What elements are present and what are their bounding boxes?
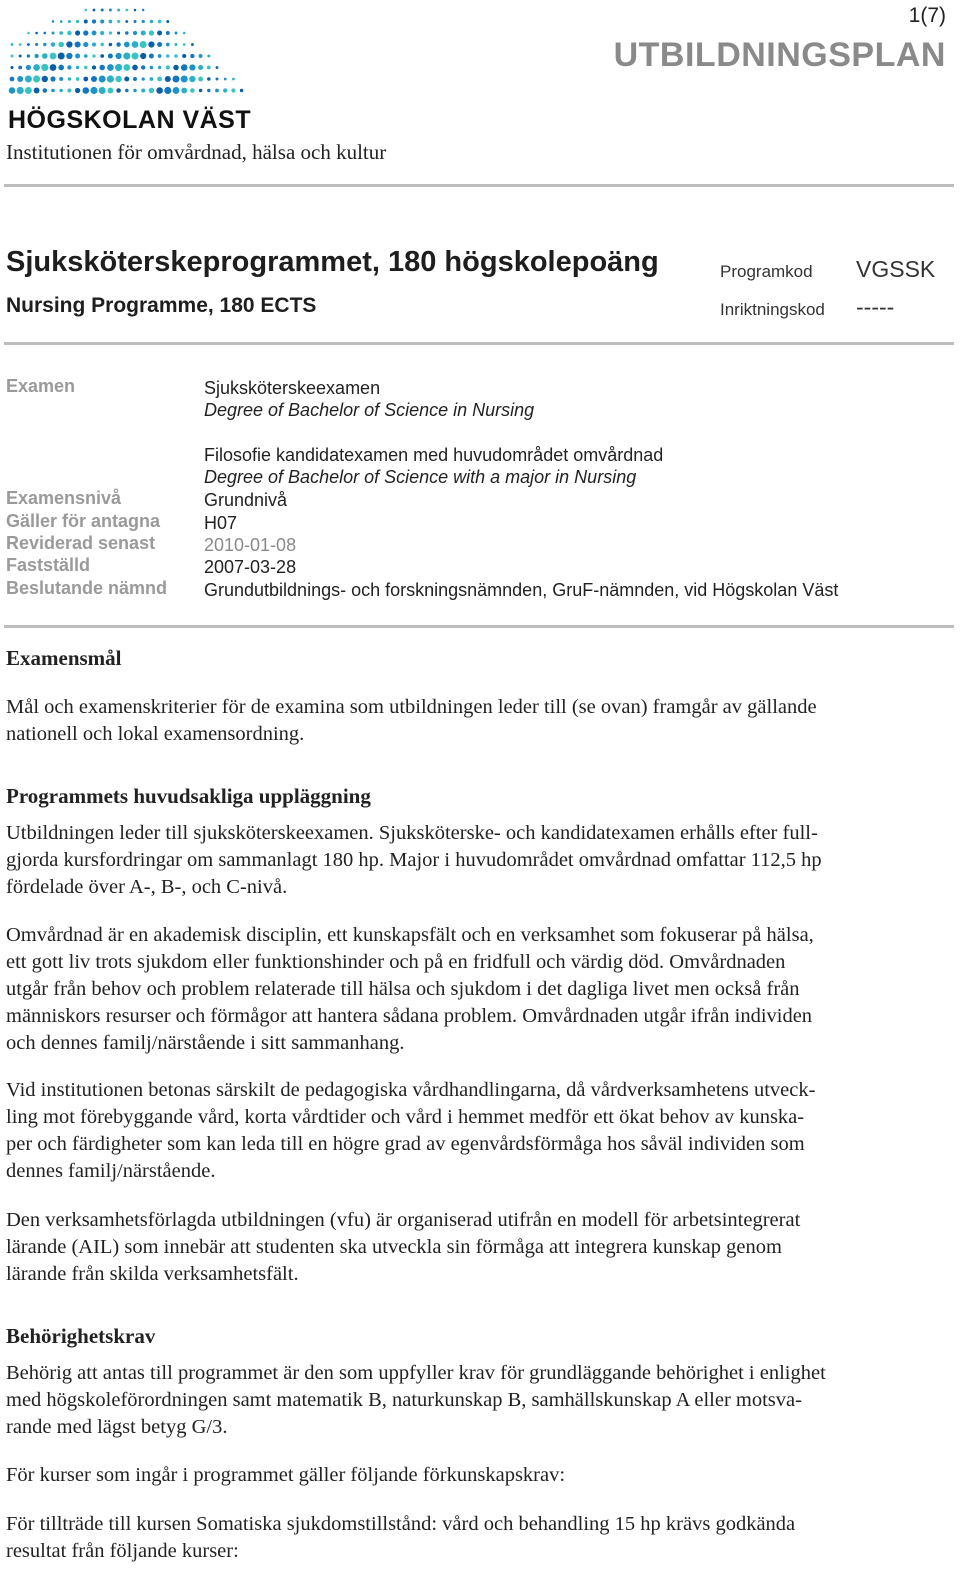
logo-dot [115, 53, 121, 59]
logo-dot [123, 64, 130, 71]
logo-dot [141, 88, 145, 92]
logo-dot [10, 66, 13, 69]
logo-dot [75, 88, 80, 93]
logo-dot [109, 43, 113, 47]
logo-dot [84, 54, 88, 58]
programme-title: Sjuksköterskeprogrammet, 180 högskolepoäng [6, 246, 659, 278]
logo-dot [59, 77, 63, 81]
logo-dot [116, 88, 121, 93]
logo-dot [142, 9, 144, 11]
galler-for-antagna-value: H07 [204, 513, 238, 533]
logo-wordmark: HÖGSKOLAN VÄST [8, 106, 252, 134]
logo-dot [190, 88, 195, 93]
logo-dot [216, 66, 219, 69]
logo-dot [99, 65, 105, 71]
logo-dot [67, 65, 71, 69]
logo-dot [117, 9, 120, 12]
examen-label: Examen [6, 376, 76, 396]
logo-dot [125, 89, 129, 93]
logo-dot [35, 43, 38, 46]
logo-dot [166, 43, 170, 47]
logo-dot [84, 20, 88, 24]
logo-dot [83, 42, 88, 47]
logo-dot [34, 54, 38, 58]
logo-dot [198, 65, 203, 70]
logo-dot [232, 78, 235, 81]
logo-dot [109, 20, 113, 24]
institution-name: Institutionen för omvårdnad, hälsa och kultur [6, 140, 387, 164]
logo-dot [17, 87, 24, 94]
logo-dot [141, 30, 146, 35]
logo-dot [41, 64, 48, 71]
logo-dot [100, 54, 104, 58]
examensniva-label: Examensnivå [6, 488, 122, 508]
examen-2-sv: Filosofie kandidatexamen med huvudområdet omvårdnad [204, 445, 664, 465]
logo-dot [157, 77, 162, 82]
logo-dot [133, 77, 137, 81]
logo-dot [115, 76, 121, 82]
upplaggning-paragraph-2: Omvårdnad är en akademisk disciplin, ett kunskapsfält och en verksamhet som fokuserar på hälsa, ett gott liv trots sjukdom eller funktionshinder och på en fridfull och värdig död. Omvårdnaden utgår från behov och problem relaterade till hälsa och sjukdom i det dagliga livet men också från människors resurser och förmågor att hantera sådana problem. Omvårdnaden utgår ifrån individen och dennes familj/närstående i sitt sammanhang. [6, 924, 814, 1054]
logo-dot [189, 76, 195, 82]
logo-dot [172, 75, 179, 82]
logo-dot [183, 43, 186, 46]
info-divider [4, 625, 954, 628]
logo-dot [207, 54, 210, 57]
logo-dot [166, 20, 169, 23]
logo-dot [158, 20, 162, 24]
logo-dot [27, 43, 30, 46]
logo-dot [107, 75, 114, 82]
logo-dot [125, 20, 128, 23]
logo-dot [100, 43, 103, 46]
logo-dot [189, 64, 195, 70]
logo-dot [83, 87, 90, 94]
logo-dot [231, 88, 235, 92]
programme-code-label: Programkod [720, 262, 813, 281]
logo-dot [198, 77, 203, 82]
logo-dot [142, 77, 145, 80]
logo-dot [125, 31, 129, 35]
faststalld-value: 2007-03-28 [204, 557, 297, 577]
logo-dot [173, 65, 179, 71]
logo-dot [174, 31, 177, 34]
logo-dot [76, 66, 80, 70]
logo-dot [116, 42, 120, 46]
logo-dot [150, 20, 154, 24]
logo-dot [35, 32, 38, 35]
logo-dot [66, 53, 72, 59]
logo-dot [19, 55, 22, 58]
logo-dot [50, 53, 57, 60]
logo-dot [173, 87, 180, 94]
logo-dot [148, 41, 154, 47]
logo-dot [199, 89, 203, 93]
logo-dot [166, 54, 169, 57]
logo-dot [215, 89, 219, 93]
logo-dot [91, 76, 97, 82]
logo-dot [109, 8, 112, 11]
logo-dot [216, 78, 219, 81]
examen-1-sv: Sjuksköterskeexamen [204, 378, 381, 398]
logo-dot [67, 88, 71, 92]
logo-dot [166, 31, 170, 35]
logo-dot [158, 66, 161, 69]
behorighet-heading: Behörighetskrav [6, 1324, 156, 1348]
logo-dot [67, 31, 71, 35]
logo-dot [85, 9, 88, 12]
logo-dot [109, 31, 112, 34]
logo-dot [66, 41, 72, 47]
logo-dot [149, 54, 154, 59]
logo-dot [50, 64, 57, 71]
logo-dot [43, 32, 46, 35]
logo-dot [199, 54, 203, 58]
logo-dot [140, 41, 147, 48]
logo-dot [83, 30, 88, 35]
logo-dot [58, 65, 64, 71]
logo-dot [157, 42, 162, 47]
logo-dot [52, 20, 54, 22]
logo-dot [68, 20, 71, 23]
logo-dot [117, 31, 120, 34]
logo-dot [149, 30, 154, 35]
title-divider [4, 342, 954, 345]
logo-dot [157, 31, 162, 36]
examen-2-en: Degree of Bachelor of Science with a major in Nursing [204, 467, 637, 487]
logo-dot [175, 43, 178, 46]
logo-dot [182, 54, 186, 58]
logo-dot [27, 32, 30, 35]
logo-dot [149, 88, 154, 93]
logo-dot [42, 53, 48, 59]
logo-dot [92, 65, 96, 69]
programme-title-en: Nursing Programme, 180 ECTS [6, 294, 317, 317]
logo-dot [99, 75, 106, 82]
logo-dot [150, 77, 154, 81]
logo-dot [115, 64, 122, 71]
galler-for-antagna-label: Gäller för antagna [6, 511, 161, 531]
logo-dot [11, 55, 14, 58]
logo-dot [99, 87, 106, 94]
upplaggning-heading: Programmets huvudsakliga uppläggning [6, 784, 371, 808]
logo-dot [60, 89, 63, 92]
logo-dot [181, 75, 188, 82]
logo-dot [223, 88, 227, 92]
logo-dot [58, 52, 65, 59]
logo-dot [84, 66, 87, 69]
page-number: 1(7) [908, 4, 946, 27]
logo-dot [181, 64, 188, 71]
reviderad-senast-value: 2010-01-08 [204, 535, 297, 555]
logo-dot [107, 64, 114, 71]
beslutande-namnd-label: Beslutande nämnd [6, 578, 168, 598]
logo-dot [133, 31, 137, 35]
logo-dot [207, 89, 210, 92]
behorighet-paragraph-1: Behörig att antas till programmet är den som uppfyller krav för grundläggande behörighet i enlighet med högskoleförordningen samt matematik B, naturkunskap B, samhällskunskap A eller motsva- rande med lägst betyg G/3. [6, 1362, 826, 1438]
logo-dot [100, 19, 104, 23]
programme-code-value: VGSSK [856, 256, 936, 282]
logo-dot [83, 77, 88, 82]
logo-dot [93, 9, 96, 12]
logo-dot [9, 87, 16, 94]
upplaggning-paragraph-4: Den verksamhetsförlagda utbildningen (vfu) är organiserad utifrån en modell för arbetsintegrerat lärande (AIL) som innebär att studenten ska utveckla sin förmåga att integrera kunskap genom lärande från skilda verksamhetsfält. [6, 1209, 801, 1285]
examensmal-heading: Examensmål [6, 646, 122, 670]
examensniva-value: Grundnivå [204, 490, 288, 510]
beslutande-namnd-value: Grundutbildnings- och forskningsnämnden, GruF-nämnden, vid Högskolan Väst [204, 580, 839, 600]
logo-dot [17, 76, 23, 82]
examen-1-en: Degree of Bachelor of Science in Nursing [204, 400, 535, 420]
logo-dot [124, 42, 130, 48]
logo-dot [165, 76, 171, 82]
logo-dot [123, 52, 130, 59]
logo-dot [33, 64, 40, 71]
logo-dot [19, 43, 22, 46]
logo-dot [92, 54, 95, 57]
logo-dot [100, 31, 104, 35]
upplaggning-paragraph-1: Utbildningen leder till sjuksköterskeexamen. Sjuksköterske- och kandidatexamen erhålls efter full- gjorda kursfordringar om sammanlagt 180 hp. Major i huvudområdet omvårdnad omfattar 112,5 hp fördelade över A-, B-, och C-nivå. [6, 822, 822, 898]
logo-dot [158, 54, 162, 58]
logo-dot [107, 88, 113, 94]
logo-dot [43, 43, 47, 47]
track-code-value: ----- [856, 294, 895, 320]
upplaggning-paragraph-3: Vid institutionen betonas särskilt de pedagogiska vårdhandlingarna, då vårdverksamhetens utveck- ling mot förebyggande vård, korta vårdtider och vård i hemmet medför ett ökat behov av kunska- per och färdigheter som kan leda till en högre grad av egenvårdsförmåga hos såväl individen som dennes familj/närstående. [6, 1079, 816, 1182]
header-divider [4, 184, 954, 187]
logo-dot [140, 53, 146, 59]
logo-dot [92, 31, 97, 36]
logo-dot [131, 52, 138, 59]
logo-dot [166, 65, 170, 69]
logo-dot [132, 65, 138, 71]
logo-dot [181, 88, 187, 94]
behorighet-paragraph-3: För tillträde till kursen Somatiska sjukdomstillstånd: vård och behandling 15 hp krävs godkända resultat från följande kurser: [6, 1513, 796, 1562]
logo-dot [224, 78, 227, 81]
logo-dot [190, 54, 194, 58]
logo-dot [68, 77, 71, 80]
faststalld-label: Fastställd [6, 555, 91, 575]
logo-dot [26, 65, 31, 70]
logo-dot [156, 87, 163, 94]
logo-dot [134, 9, 137, 12]
logo-dot [207, 77, 210, 80]
reviderad-senast-label: Reviderad senast [6, 533, 156, 553]
logo-dot [117, 20, 120, 23]
logo-dot [150, 66, 154, 70]
logo-dot [75, 41, 81, 47]
logo-dot [125, 9, 128, 12]
logo-dot [240, 89, 243, 92]
logo-dot [124, 76, 129, 81]
logo-dot [76, 20, 79, 23]
logo-dot [27, 54, 30, 57]
logo-dot [90, 87, 97, 94]
logo-dot [132, 41, 139, 48]
logo-dot [164, 87, 171, 94]
logo-dot [108, 54, 113, 59]
logo-dot [60, 20, 63, 23]
logo-dot [51, 89, 55, 93]
examensmal-paragraph: Mål och examenskriterier för de examina som utbildningen leder till (se ovan) framgår av gällande nationell och lokal examensordning. [6, 696, 817, 745]
logo-dot [191, 43, 194, 46]
logo-dot [42, 76, 48, 82]
logo-dot [183, 32, 186, 35]
logo-dot [134, 20, 137, 23]
logo-dot [92, 42, 96, 46]
logo-dot [18, 66, 22, 70]
track-code-label: Inriktningskod [720, 300, 825, 319]
logo-dot [92, 19, 96, 23]
logo-dot [76, 77, 80, 81]
logo-dot [43, 88, 48, 93]
hogskolan-vast-logo [6, 2, 256, 134]
logo-dot [25, 87, 32, 94]
logo-dot [75, 54, 80, 59]
logo-dot [207, 66, 211, 70]
logo-dot [25, 76, 32, 83]
behorighet-paragraph-2: För kurser som ingår i programmet gäller följande förkunskapskrav: [6, 1464, 566, 1486]
logo-dot [34, 88, 40, 94]
logo-dot [11, 43, 14, 46]
logo-dot [75, 30, 80, 35]
logo-dot-pattern-icon [6, 2, 256, 106]
logo-dot [50, 76, 55, 81]
logo-dot [141, 65, 145, 69]
logo-dot [142, 20, 145, 23]
logo-dot [51, 42, 56, 47]
logo-dot [59, 31, 63, 35]
logo-dot [174, 54, 178, 58]
logo-dot [101, 8, 104, 11]
document-type-title: UTBILDNINGSPLAN [613, 36, 946, 74]
logo-dot [33, 75, 40, 82]
logo-dot [52, 32, 55, 35]
logo-dot [58, 42, 64, 48]
logo-dot [10, 77, 15, 82]
logo-dot [133, 89, 136, 92]
